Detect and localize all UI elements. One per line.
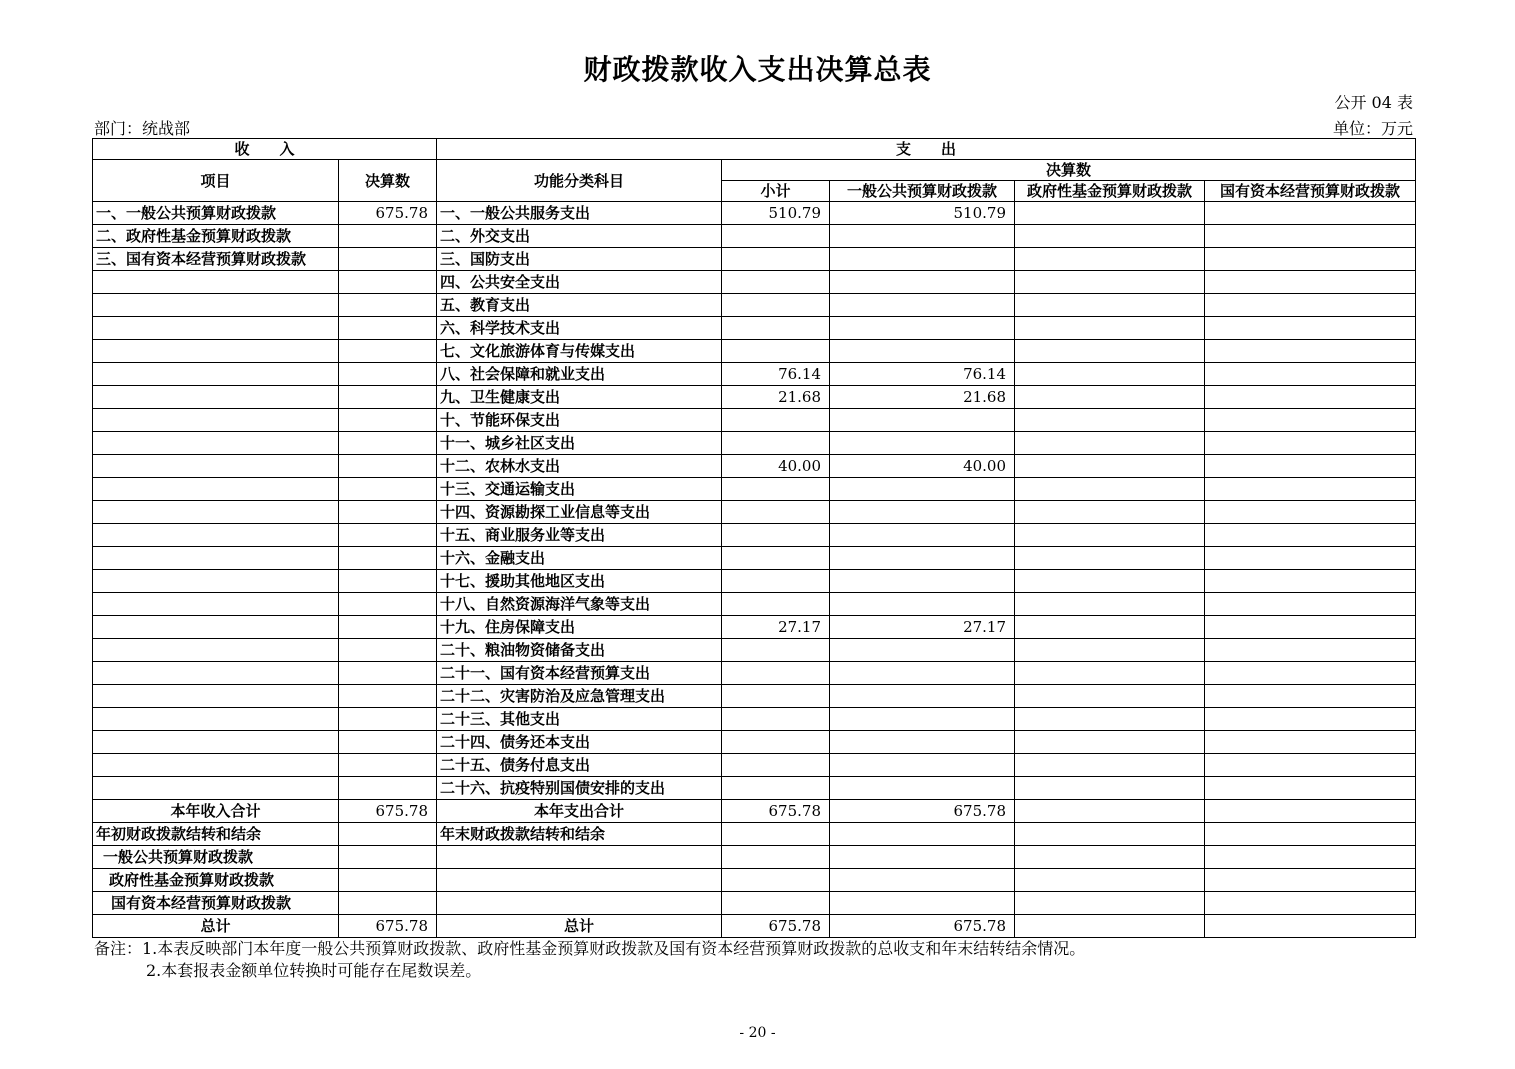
expense-subtotal: 76.14	[722, 363, 830, 386]
notes	[94, 938, 1085, 982]
summary-subtotal	[722, 846, 830, 869]
expense-item: 二十、粮油物资储备支出	[437, 639, 722, 662]
note-line-1: 备注：1.本表反映部门本年度一般公共预算财政拨款、政府性基金预算财政拨款及国有资本经营预算财政拨款的总收支和年末结转结余情况。	[94, 939, 1086, 958]
income-item	[93, 501, 339, 524]
table-row	[93, 225, 1416, 248]
expense-subtotal	[722, 754, 830, 777]
table-row	[93, 271, 1416, 294]
expense-capital	[1205, 340, 1416, 363]
table-row	[93, 386, 1416, 409]
summary-amount: 675.78	[339, 800, 437, 823]
table-row	[93, 294, 1416, 317]
expense-fund	[1015, 317, 1205, 340]
expense-capital	[1205, 409, 1416, 432]
expense-capital	[1205, 271, 1416, 294]
summary-label: 政府性基金预算财政拨款	[93, 869, 339, 892]
expense-item: 十二、农林水支出	[437, 455, 722, 478]
summary-subtotal	[722, 869, 830, 892]
expense-general	[830, 754, 1015, 777]
expense-subtotal	[722, 593, 830, 616]
expense-general	[830, 317, 1015, 340]
income-amount	[339, 409, 437, 432]
expense-fund	[1015, 524, 1205, 547]
gov-fund-header: 政府性基金预算财政拨款	[1015, 181, 1205, 202]
header-row-1	[93, 139, 1416, 160]
expense-general: 21.68	[830, 386, 1015, 409]
state-capital-header: 国有资本经营预算财政拨款	[1205, 181, 1416, 202]
expense-fund	[1015, 225, 1205, 248]
summary-row	[93, 892, 1416, 915]
expense-capital	[1205, 662, 1416, 685]
item-header: 项目	[93, 160, 339, 202]
page-number: - 20 -	[739, 1025, 776, 1041]
expense-subtotal	[722, 478, 830, 501]
general-budget-header: 一般公共预算财政拨款	[830, 181, 1015, 202]
expense-subtotal: 510.79	[722, 202, 830, 225]
expense-capital	[1205, 225, 1416, 248]
summary-label: 一般公共预算财政拨款	[93, 846, 339, 869]
summary-amount: 675.78	[339, 915, 437, 938]
expense-capital	[1205, 639, 1416, 662]
table-row	[93, 363, 1416, 386]
income-amount	[339, 708, 437, 731]
expense-item: 三、国防支出	[437, 248, 722, 271]
expense-general	[830, 409, 1015, 432]
expense-capital	[1205, 248, 1416, 271]
expense-capital	[1205, 685, 1416, 708]
expense-general	[830, 708, 1015, 731]
summary-label: 本年收入合计	[93, 800, 339, 823]
income-item	[93, 432, 339, 455]
summary-capital	[1205, 869, 1416, 892]
expense-general	[830, 524, 1015, 547]
table-row	[93, 248, 1416, 271]
income-amount	[339, 570, 437, 593]
summary-expense-label: 本年支出合计	[437, 800, 722, 823]
expense-subtotal	[722, 340, 830, 363]
income-item	[93, 754, 339, 777]
expense-general	[830, 478, 1015, 501]
expense-item: 十八、自然资源海洋气象等支出	[437, 593, 722, 616]
expense-fund	[1015, 202, 1205, 225]
income-item	[93, 294, 339, 317]
income-item	[93, 639, 339, 662]
table-row	[93, 685, 1416, 708]
expense-fund	[1015, 271, 1205, 294]
income-item: 一、一般公共预算财政拨款	[93, 202, 339, 225]
form-number: 公开 04 表	[1334, 93, 1413, 112]
expense-subtotal	[722, 777, 830, 800]
summary-label: 国有资本经营预算财政拨款	[93, 892, 339, 915]
expense-item: 一、一般公共服务支出	[437, 202, 722, 225]
expense-fund	[1015, 501, 1205, 524]
summary-fund	[1015, 823, 1205, 846]
income-amount	[339, 432, 437, 455]
income-amount	[339, 455, 437, 478]
table-row	[93, 432, 1416, 455]
expense-item: 二十一、国有资本经营预算支出	[437, 662, 722, 685]
expense-subtotal	[722, 294, 830, 317]
expense-item: 十七、援助其他地区支出	[437, 570, 722, 593]
expense-general	[830, 340, 1015, 363]
summary-fund	[1015, 892, 1205, 915]
expense-capital	[1205, 593, 1416, 616]
expense-capital	[1205, 754, 1416, 777]
income-item	[93, 685, 339, 708]
expense-item: 十一、城乡社区支出	[437, 432, 722, 455]
expense-capital	[1205, 524, 1416, 547]
summary-amount	[339, 869, 437, 892]
expense-item: 十、节能环保支出	[437, 409, 722, 432]
expense-capital	[1205, 478, 1416, 501]
income-item: 三、国有资本经营预算财政拨款	[93, 248, 339, 271]
income-amount	[339, 616, 437, 639]
summary-label: 总计	[93, 915, 339, 938]
summary-subtotal	[722, 823, 830, 846]
income-amount	[339, 363, 437, 386]
income-header: 收 入	[93, 139, 437, 160]
expense-subtotal	[722, 524, 830, 547]
expense-capital	[1205, 777, 1416, 800]
income-item	[93, 731, 339, 754]
expense-fund	[1015, 409, 1205, 432]
income-item	[93, 363, 339, 386]
expense-item: 二十二、灾害防治及应急管理支出	[437, 685, 722, 708]
summary-fund	[1015, 915, 1205, 938]
expense-capital	[1205, 501, 1416, 524]
income-amount	[339, 271, 437, 294]
expense-header: 支 出	[437, 139, 1416, 160]
expense-capital	[1205, 455, 1416, 478]
expense-capital	[1205, 363, 1416, 386]
expense-item: 二、外交支出	[437, 225, 722, 248]
table-row	[93, 409, 1416, 432]
income-amount	[339, 317, 437, 340]
expense-general	[830, 639, 1015, 662]
expense-subtotal	[722, 248, 830, 271]
expense-fund	[1015, 248, 1205, 271]
expense-item: 五、教育支出	[437, 294, 722, 317]
expense-capital	[1205, 386, 1416, 409]
expense-item: 十三、交通运输支出	[437, 478, 722, 501]
expense-subtotal: 21.68	[722, 386, 830, 409]
expense-fund	[1015, 478, 1205, 501]
expense-item: 九、卫生健康支出	[437, 386, 722, 409]
summary-subtotal: 675.78	[722, 915, 830, 938]
expense-item: 二十六、抗疫特别国债安排的支出	[437, 777, 722, 800]
expense-subtotal	[722, 685, 830, 708]
table-row	[93, 524, 1416, 547]
income-amount	[339, 777, 437, 800]
summary-expense-label	[437, 846, 722, 869]
summary-fund	[1015, 869, 1205, 892]
page-title: 财政拨款收入支出决算总表	[583, 53, 932, 86]
expense-capital	[1205, 570, 1416, 593]
income-amount	[339, 593, 437, 616]
expense-subtotal: 27.17	[722, 616, 830, 639]
expense-fund	[1015, 731, 1205, 754]
income-item	[93, 570, 339, 593]
expense-fund	[1015, 754, 1205, 777]
expense-fund	[1015, 708, 1205, 731]
expense-general: 76.14	[830, 363, 1015, 386]
expense-fund	[1015, 294, 1205, 317]
expense-subtotal	[722, 731, 830, 754]
summary-amount	[339, 846, 437, 869]
expense-subtotal	[722, 271, 830, 294]
expense-general	[830, 432, 1015, 455]
income-amount	[339, 662, 437, 685]
income-item	[93, 340, 339, 363]
summary-general	[830, 892, 1015, 915]
expense-capital	[1205, 432, 1416, 455]
expense-subtotal: 40.00	[722, 455, 830, 478]
expense-subtotal	[722, 409, 830, 432]
summary-general: 675.78	[830, 800, 1015, 823]
summary-general	[830, 823, 1015, 846]
expense-fund	[1015, 386, 1205, 409]
expense-item: 四、公共安全支出	[437, 271, 722, 294]
expense-subtotal	[722, 708, 830, 731]
summary-general: 675.78	[830, 915, 1015, 938]
summary-expense-label: 年末财政拨款结转和结余	[437, 823, 722, 846]
income-item	[93, 524, 339, 547]
expense-general	[830, 248, 1015, 271]
income-amount	[339, 731, 437, 754]
summary-subtotal	[722, 892, 830, 915]
summary-row	[93, 869, 1416, 892]
table-row	[93, 455, 1416, 478]
final-amount-group-header: 决算数	[722, 160, 1416, 181]
expense-fund	[1015, 432, 1205, 455]
expense-general	[830, 777, 1015, 800]
income-item	[93, 593, 339, 616]
expense-subtotal	[722, 317, 830, 340]
summary-general	[830, 869, 1015, 892]
expense-item: 二十五、债务付息支出	[437, 754, 722, 777]
expense-subtotal	[722, 662, 830, 685]
table-row	[93, 478, 1416, 501]
expense-general: 40.00	[830, 455, 1015, 478]
expense-item: 六、科学技术支出	[437, 317, 722, 340]
expense-fund	[1015, 639, 1205, 662]
summary-general	[830, 846, 1015, 869]
income-amount: 675.78	[339, 202, 437, 225]
expense-fund	[1015, 340, 1205, 363]
summary-amount	[339, 823, 437, 846]
income-item	[93, 777, 339, 800]
expense-subtotal	[722, 432, 830, 455]
expense-item: 八、社会保障和就业支出	[437, 363, 722, 386]
expense-general	[830, 547, 1015, 570]
expense-capital	[1205, 547, 1416, 570]
expense-item: 十六、金融支出	[437, 547, 722, 570]
expense-general	[830, 501, 1015, 524]
expense-capital	[1205, 294, 1416, 317]
income-amount	[339, 386, 437, 409]
expense-fund	[1015, 570, 1205, 593]
expense-general: 27.17	[830, 616, 1015, 639]
summary-expense-label	[437, 869, 722, 892]
income-amount	[339, 294, 437, 317]
subtotal-header: 小计	[722, 181, 830, 202]
summary-subtotal: 675.78	[722, 800, 830, 823]
table-row	[93, 708, 1416, 731]
table-row	[93, 593, 1416, 616]
income-item	[93, 662, 339, 685]
expense-fund	[1015, 662, 1205, 685]
expense-fund	[1015, 363, 1205, 386]
expense-item: 十五、商业服务业等支出	[437, 524, 722, 547]
summary-row	[93, 800, 1416, 823]
expense-capital	[1205, 708, 1416, 731]
expense-general	[830, 662, 1015, 685]
table-row	[93, 754, 1416, 777]
expense-general	[830, 593, 1015, 616]
summary-fund	[1015, 846, 1205, 869]
expense-general	[830, 570, 1015, 593]
header-row-2	[93, 160, 1416, 181]
income-item: 二、政府性基金预算财政拨款	[93, 225, 339, 248]
expense-subtotal	[722, 501, 830, 524]
summary-capital	[1205, 892, 1416, 915]
income-item	[93, 455, 339, 478]
income-item	[93, 547, 339, 570]
summary-row	[93, 823, 1416, 846]
summary-fund	[1015, 800, 1205, 823]
table-row	[93, 777, 1416, 800]
summary-capital	[1205, 915, 1416, 938]
income-amount	[339, 340, 437, 363]
summary-capital	[1205, 846, 1416, 869]
final-amount-header: 决算数	[339, 160, 437, 202]
expense-item: 十四、资源勘探工业信息等支出	[437, 501, 722, 524]
income-item	[93, 409, 339, 432]
income-amount	[339, 547, 437, 570]
summary-expense-label: 总计	[437, 915, 722, 938]
expense-subtotal	[722, 225, 830, 248]
note-line-2: 2.本套报表金额单位转换时可能存在尾数误差。	[146, 961, 482, 980]
summary-row	[93, 915, 1416, 938]
income-amount	[339, 685, 437, 708]
table-row	[93, 501, 1416, 524]
table-row	[93, 731, 1416, 754]
summary-expense-label	[437, 892, 722, 915]
expense-capital	[1205, 616, 1416, 639]
income-amount	[339, 248, 437, 271]
table-row	[93, 570, 1416, 593]
income-item	[93, 708, 339, 731]
expense-fund	[1015, 777, 1205, 800]
expense-item: 七、文化旅游体育与传媒支出	[437, 340, 722, 363]
summary-label: 年初财政拨款结转和结余	[93, 823, 339, 846]
expense-item: 二十四、债务还本支出	[437, 731, 722, 754]
expense-general: 510.79	[830, 202, 1015, 225]
table-row	[93, 639, 1416, 662]
income-amount	[339, 478, 437, 501]
table-row	[93, 317, 1416, 340]
expense-general	[830, 225, 1015, 248]
expense-fund	[1015, 547, 1205, 570]
table-row	[93, 662, 1416, 685]
budget-table	[92, 138, 1416, 938]
summary-amount	[339, 892, 437, 915]
expense-general	[830, 731, 1015, 754]
unit-label: 单位：万元	[1332, 119, 1413, 138]
expense-subtotal	[722, 570, 830, 593]
summary-capital	[1205, 800, 1416, 823]
expense-capital	[1205, 731, 1416, 754]
summary-row	[93, 846, 1416, 869]
expense-general	[830, 294, 1015, 317]
expense-fund	[1015, 593, 1205, 616]
income-amount	[339, 754, 437, 777]
income-amount	[339, 225, 437, 248]
expense-fund	[1015, 685, 1205, 708]
expense-general	[830, 271, 1015, 294]
table-row	[93, 547, 1416, 570]
expense-general	[830, 685, 1015, 708]
income-item	[93, 271, 339, 294]
expense-capital	[1205, 317, 1416, 340]
table-row	[93, 616, 1416, 639]
expense-item: 二十三、其他支出	[437, 708, 722, 731]
table-row	[93, 340, 1416, 363]
income-amount	[339, 524, 437, 547]
expense-fund	[1015, 616, 1205, 639]
income-amount	[339, 501, 437, 524]
income-amount	[339, 639, 437, 662]
expense-capital	[1205, 202, 1416, 225]
income-item	[93, 386, 339, 409]
income-item	[93, 616, 339, 639]
expense-fund	[1015, 455, 1205, 478]
function-category-header: 功能分类科目	[437, 160, 722, 202]
expense-subtotal	[722, 547, 830, 570]
expense-item: 十九、住房保障支出	[437, 616, 722, 639]
table-row	[93, 202, 1416, 225]
summary-capital	[1205, 823, 1416, 846]
department-label: 部门：统战部	[94, 119, 191, 138]
expense-subtotal	[722, 639, 830, 662]
income-item	[93, 317, 339, 340]
income-item	[93, 478, 339, 501]
